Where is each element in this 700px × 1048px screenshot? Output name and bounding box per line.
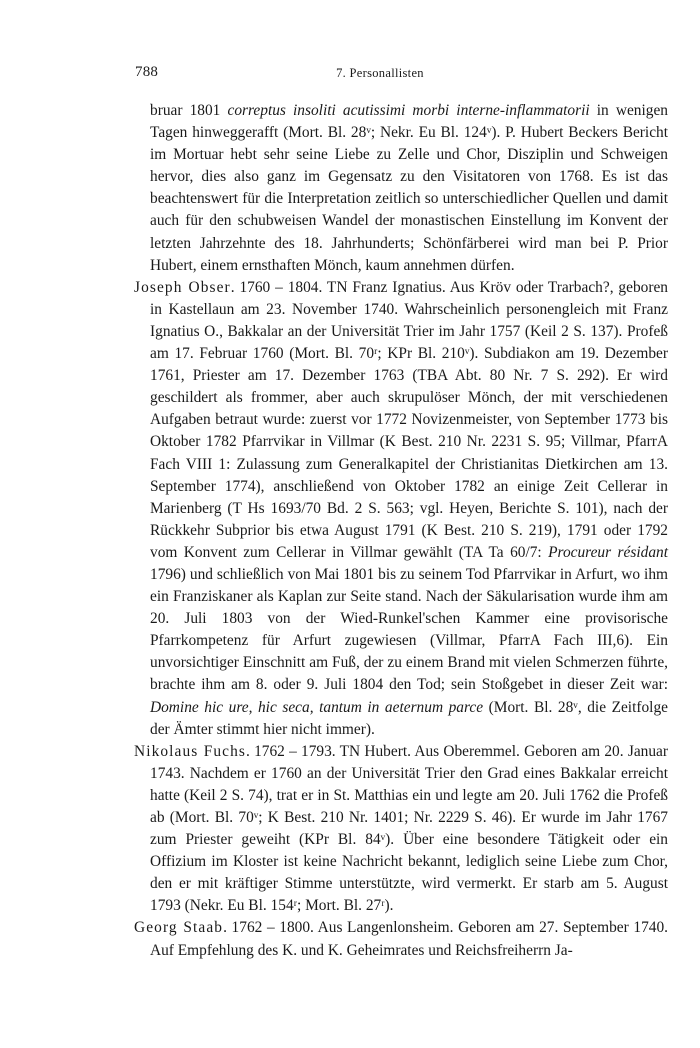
latin-prayer: Domine hic ure, hic seca, tantum in aeternum parce (150, 698, 484, 716)
running-header (0, 66, 700, 81)
page-body (134, 100, 668, 962)
entry-obser: Joseph Obser. 1760 – 1804. TN Franz Ignatius. Aus Kröv oder Trarbach?, geboren in Kastellaun am 23. November 1740. Wahrscheinlich personengleich mit Franz Ignatius O., Bakkalar an der Universität Trier im Jahr 1757 (Keil 2 S. 137). Profeß am 17. Februar 1760 (Mort. Bl. 70ʳ; KPr Bl. 210ᵛ). Subdiakon am 19. Dezember 1761, Priester am 17. Dezember 1763 (TBA Abt. 80 Nr. 7 S. 292). Er wird geschildert als frommer, aber auch skrupulöser Mönch, der mit verschiedenen Aufgaben betraut wurde: zuerst vor 1772 Novizenmeister, von September 1773 bis Oktober 1782 Pfarrvikar in Villmar (K Best. 210 Nr. 2231 S. 95; Villmar, PfarrA Fach VIII 1: Zulassung zum Generalkapitel der Christianitas Dietkirchen am 13. September 1774), anschließend von Oktober 1782 an einige Zeit Cellerar in Marienberg (T Hs 1693/70 Bd. 2 S. 563; vgl. Heyen, Berichte S. 101), nach der Rückkehr Subprior bis etwa August 1791 (K Best. 210 S. 219), 1791 oder 1792 vom Konvent zum Cellerar in Villmar gewählt (TA Ta 60/7: Procureur résidant 1796) und schließlich von Mai 1801 bis zu seinem Tod Pfarrvikar in Arfurt, wo ihm ein Franziskaner als Kaplan zur Seite stand. Nach der Säkularisation wurde ihm am 20. Juli 1803 von der Wied-Runkel'schen Kammer eine provisorische Pfarrkompetenz für Arfurt zugewiesen (Villmar, PfarrA Fach III,6). Ein unvorsichtiger Einschnitt am Fuß, der zu einem Brand mit vielen Schmerzen führte, brachte ihm am 8. oder 9. Juli 1804 den Tod; sein Stoßgebet in dieser Zeit war: Domine hic ure, hic seca, tantum in aeternum parce (Mort. Bl. 28ᵛ, die Zeitfolge der Ämter stimmt hier nicht immer). (134, 278, 668, 738)
entry-name: Joseph Obser (134, 278, 231, 296)
italic-term: Procureur résidant (548, 543, 668, 561)
running-title: 7. Personallisten (336, 66, 424, 80)
entry-name: Georg Staab (134, 919, 224, 937)
page-number: 788 (135, 64, 159, 80)
continuation-paragraph: bruar 1801 correptus insoliti acutissimi morbi interne-inflammatorii in wenigen Tagen hinweggerafft (Mort. Bl. 28ᵛ; Nekr. Eu Bl. 124ᵛ). P. Hubert Beckers Bericht im Mortuar hebt sehr seine Liebe zu Zelle und Chor, Disziplin und Schweigen hervor, dies also ganz im Gegensatz zu den Visitatoren von 1768. Es ist das beachtenswert für die Interpretation zeitlich so unterschiedlicher Quellen und damit auch für den schubweisen Wandel der monastischen Einstellung im Konvent der letzten Jahrzehnte des 18. Jahrhunderts; Schönfärberei wird man bei P. Prior Hubert, einem ernsthaften Mönch, kaum annehmen dürfen. (150, 102, 669, 274)
entry-fuchs: Nikolaus Fuchs. 1762 – 1793. TN Hubert. Aus Oberemmel. Geboren am 20. Januar 1743. Nachdem er 1760 an der Universität Trier den Grad eines Bakkalar erreicht hatte (Keil 2 S. 74), trat er in St. Matthias ein und legte am 20. Juli 1762 die Profeß ab (Mort. Bl. 70ᵛ; K Best. 210 Nr. 1401; Nr. 2229 S. 46). Er wurde im Jahr 1767 zum Priester geweiht (KPr Bl. 84ᵛ). Über eine besondere Tätigkeit oder ein Offizium im Kloster ist keine Nachricht bekannt, lediglich seine Liebe zum Chor, den er mit kräftiger Stimme unterstützte, wird vermerkt. Er starb am 5. August 1793 (Nekr. Eu Bl. 154ʳ; Mort. Bl. 27ʳ). (134, 742, 668, 915)
entry-name: Nikolaus Fuchs (134, 742, 246, 760)
latin-quote: correptus insoliti acutissimi morbi interne-inflammatorii (227, 102, 590, 119)
entry-staab: Georg Staab. 1762 – 1800. Aus Langenlonsheim. Geboren am 27. September 1740. Auf Empfehlung des K. und K. Geheimrates und Reichsfreiherrn Ja- (134, 919, 669, 959)
